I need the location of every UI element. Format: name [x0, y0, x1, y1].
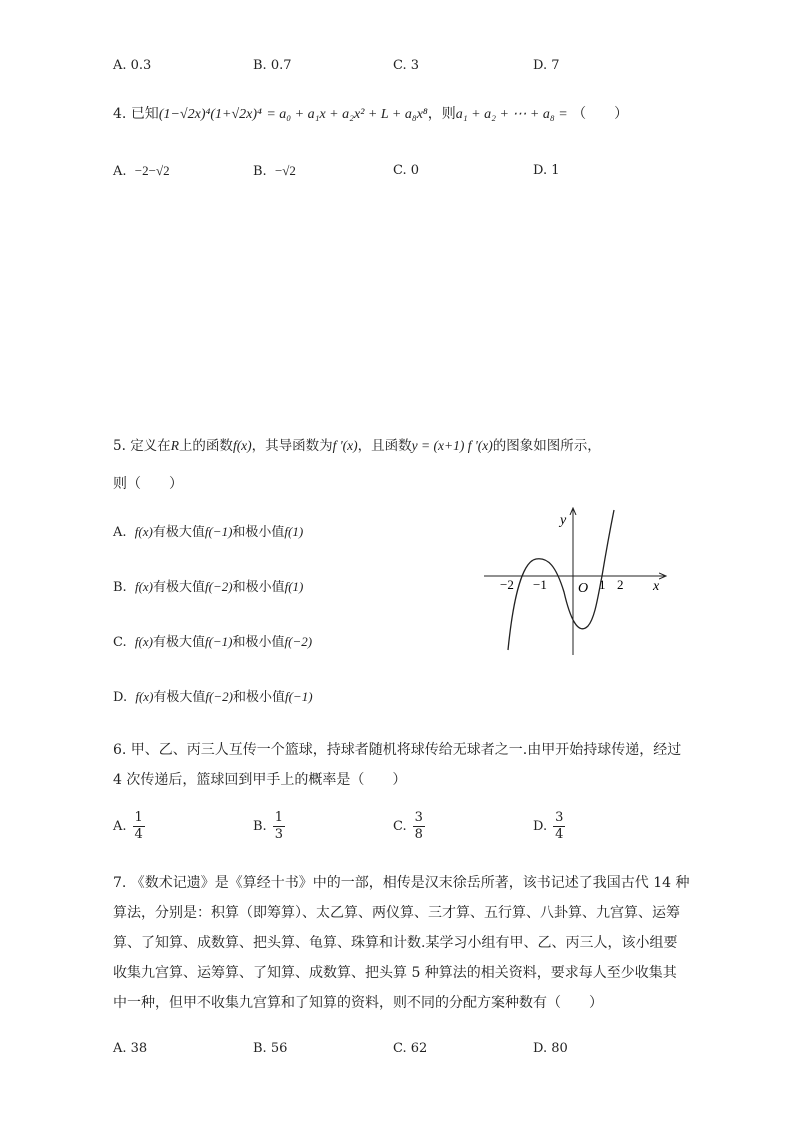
tick-label-1: 1	[599, 577, 606, 592]
q3-option-b: B. 0.7	[253, 58, 292, 73]
q4-option-b: B. −√2	[253, 163, 296, 179]
q7-stem-line2: 算法，分别是：积算（即筹算）、太乙算、两仪算、三才算、五行算、八卦算、九宫算、运筹	[113, 905, 680, 921]
tick-label-neg1: −1	[533, 577, 547, 592]
q7-option-c: C. 62	[393, 1041, 428, 1056]
q4-expression-left: (1−√2x)⁴(1+√2x)⁴	[158, 107, 262, 122]
origin-label: O	[578, 581, 589, 596]
q5-stem: 5. 定义在R上的函数f(x)，其导函数为f '(x)，且函数y = (x+1) f '(x)的图象如图所示，	[113, 438, 601, 454]
q4-stem: 4. 已知(1−√2x)⁴(1+√2x)⁴ = a₀ + a₁x + a₂x² + L + a₈x⁸，则a₁ + a₂ + ⋯ + a₈ = （ ）	[113, 106, 629, 122]
q7-stem-line5: 中一种，但甲不收集九宫算和了知算的资料，则不同的分配方案种数有（ ）	[113, 995, 603, 1011]
q6-option-c: C. $\frac{3}{8}$	[393, 810, 423, 842]
q7-stem-line3: 算、了知算、成数算、把头算、龟算、珠算和计数.某学习小组有甲、乙、丙三人，该小组要	[113, 935, 678, 951]
q3-option-d: D. 7	[533, 58, 560, 73]
q5-option-d: D. f(x)有极大值f(−2)和极小值f(−1)	[113, 689, 313, 705]
q3-option-c: C. 3	[393, 58, 420, 73]
q4-ask: a₁ + a₂ + ⋯ + a₈ =	[455, 107, 568, 122]
q5-function-graph	[478, 500, 674, 660]
q6-option-d: D. $\frac{3}{4}$	[533, 810, 564, 842]
q5-option-b: B. f(x)有极大值f(−2)和极小值f(1)	[113, 579, 304, 595]
x-axis-label: x	[653, 579, 660, 594]
q7-option-b: B. 56	[253, 1041, 288, 1056]
q4-option-c: C. 0	[393, 163, 420, 178]
q4-expression-right: = a₀ + a₁x + a₂x² + L + a₈x⁸	[266, 107, 428, 122]
q6-stem-line2: 4 次传递后，篮球回到甲手上的概率是（ ）	[113, 772, 407, 788]
q4-option-d: D. 1	[533, 163, 560, 178]
q6-option-a: A. $\frac{1}{4}$	[113, 810, 143, 842]
q6-stem-line1: 6. 甲、乙、丙三人互传一个篮球，持球者随机将球传给无球者之一.由甲开始持球传递，经过	[113, 742, 682, 758]
q7-stem-line1: 7. 《数术记遗》是《算经十书》中的一部，相传是汉末徐岳所著，该书记述了我国古代 14 种	[113, 875, 690, 891]
q7-stem-line4: 收集九宫算、运筹算、了知算、成数算、把头算 5 种算法的相关资料，要求每人至少收集其	[113, 965, 677, 981]
q5-option-c: C. f(x)有极大值f(−1)和极小值f(−2)	[113, 634, 313, 650]
q6-option-b: B. $\frac{1}{3}$	[253, 810, 283, 842]
q7-option-d: D. 80	[533, 1041, 568, 1056]
q3-option-a: A. 0.3	[113, 58, 152, 73]
q5-stem-line2: 则（ ）	[113, 476, 183, 492]
q4-option-a: A. −2−√2	[113, 163, 170, 179]
q7-option-a: A. 38	[113, 1041, 148, 1056]
tick-label-2: 2	[617, 577, 624, 592]
q5-option-a: A. f(x)有极大值f(−1)和极小值f(1)	[113, 524, 304, 540]
tick-label-neg2: −2	[500, 577, 514, 592]
y-axis-label: y	[560, 513, 567, 528]
